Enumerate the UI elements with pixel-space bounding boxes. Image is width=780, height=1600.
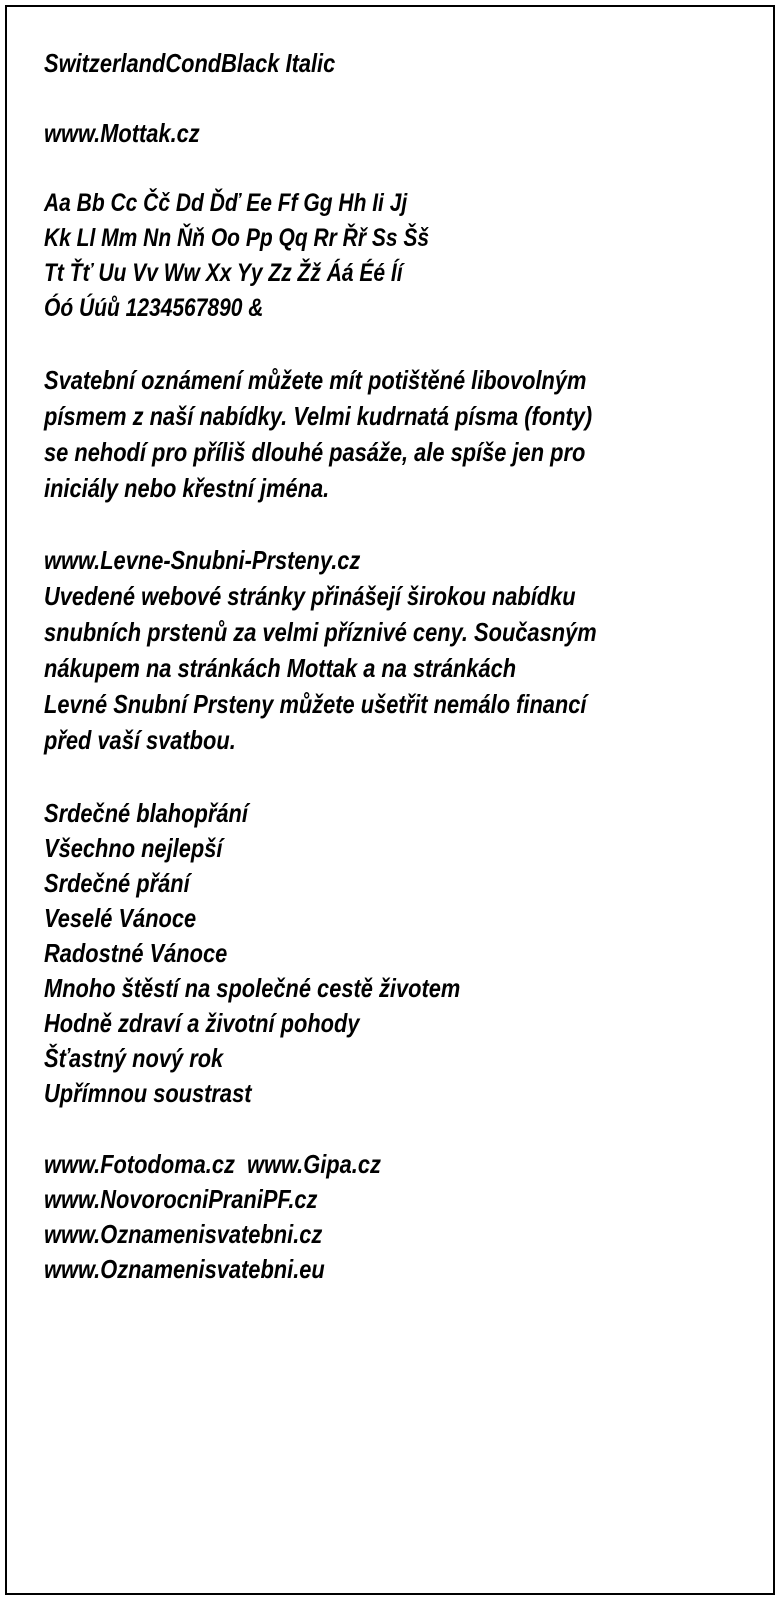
alphabet-line: Aa Bb Cc Čč Dd Ďď Ee Ff Gg Hh Ii Jj: [44, 189, 408, 217]
footer-url-line: www.Oznamenisvatebni.eu: [44, 1254, 325, 1284]
alphabet-block: [44, 186, 756, 326]
specimen-content: [44, 46, 756, 1287]
paragraph-line: nákupem na stránkách Mottak a na stránkách: [44, 653, 517, 683]
paragraph-line: Levné Snubní Prsteny můžete ušetřit nemálo financí: [44, 689, 587, 719]
greetings-block: [44, 796, 756, 1111]
paragraph-line: iniciály nebo křestní jména.: [44, 473, 330, 503]
paragraph-line: se nehodí pro příliš dlouhé pasáže, ale spíše jen pro: [44, 437, 586, 467]
sample-paragraph-one: [44, 362, 756, 506]
alphabet-line: Tt Ťť Uu Vv Ww Xx Yy Zz Žž Áá Éé Íí: [44, 259, 403, 287]
paragraph-line: Svatební oznámení můžete mít potištěné libovolným: [44, 365, 587, 395]
greeting-line: Upřímnou soustrast: [44, 1078, 252, 1108]
spacer: [44, 1111, 756, 1147]
footer-url-line: www.NovorocniPraniPF.cz: [44, 1184, 318, 1214]
paragraph-line: Uvedené webové stránky přinášejí širokou nabídku: [44, 581, 576, 611]
sample-paragraph-two: [44, 542, 756, 758]
footer-url-line: www.Fotodoma.cz www.Gipa.cz: [44, 1149, 381, 1179]
spacer: [44, 326, 756, 362]
primary-url-block: [44, 116, 756, 151]
greeting-line: Srdečné přání: [44, 868, 190, 898]
spacer: [44, 506, 756, 542]
paragraph-line: snubních prstenů za velmi příznivé ceny. Současným: [44, 617, 597, 647]
greeting-line: Šťastný nový rok: [44, 1043, 224, 1073]
paragraph-line: před vaší svatbou.: [44, 725, 236, 755]
spacer: [44, 151, 756, 186]
paragraph-line: písmem z naší nabídky. Velmi kudrnatá písma (fonty): [44, 401, 593, 431]
font-title: SwitzerlandCondBlack Italic: [44, 48, 336, 78]
greeting-line: Všechno nejlepší: [44, 833, 223, 863]
greeting-line: Hodně zdraví a životní pohody: [44, 1008, 360, 1038]
greeting-line: Radostné Vánoce: [44, 938, 228, 968]
alphabet-line: Óó Úúů 1234567890 &: [44, 294, 264, 322]
greeting-line: Srdečné blahopřání: [44, 798, 248, 828]
greeting-line: Mnoho štěstí na společné cestě životem: [44, 973, 461, 1003]
secondary-url: www.Levne-Snubni-Prsteny.cz: [44, 545, 361, 575]
footer-urls-block: [44, 1147, 756, 1287]
font-title-block: [44, 46, 756, 81]
greeting-line: Veselé Vánoce: [44, 903, 197, 933]
primary-url: www.Mottak.cz: [44, 118, 200, 148]
footer-url-line: www.Oznamenisvatebni.cz: [44, 1219, 323, 1249]
spacer: [44, 81, 756, 116]
spacer: [44, 758, 756, 796]
alphabet-line: Kk Ll Mm Nn Ňň Oo Pp Qq Rr Řř Ss Šš: [44, 224, 430, 252]
